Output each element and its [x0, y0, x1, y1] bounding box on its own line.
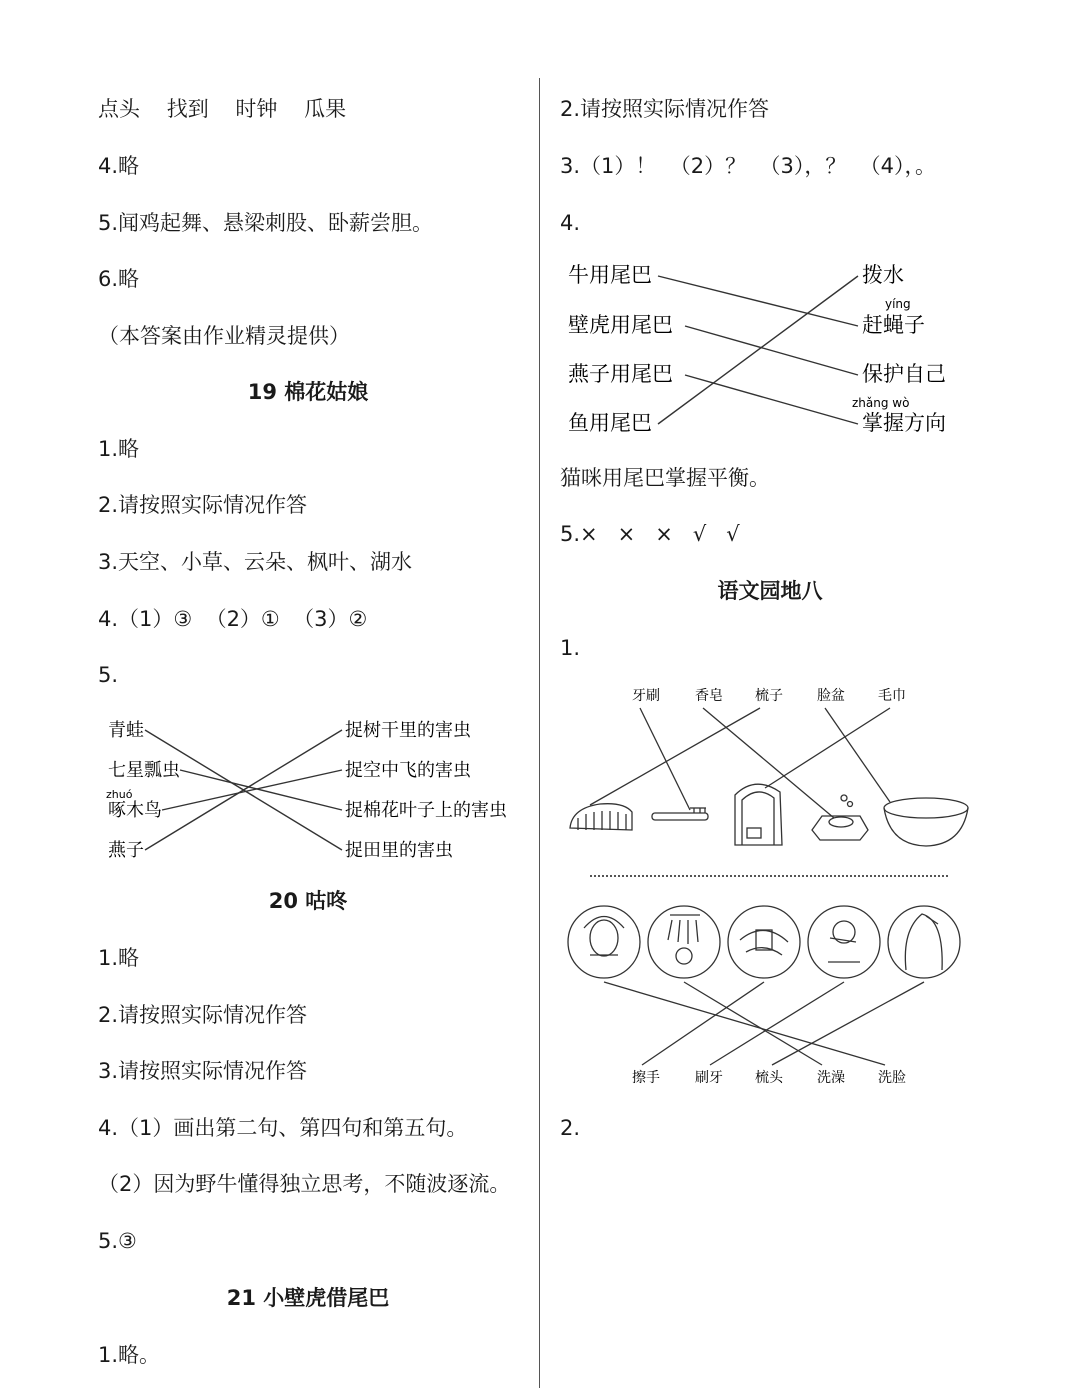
match-right-item: 赶蝇子 — [862, 313, 925, 337]
action-label: 洗澡 — [817, 1070, 845, 1086]
match-line — [825, 708, 890, 802]
answer-line: 4. — [560, 211, 581, 235]
brushing-teeth-picture-icon — [808, 906, 880, 978]
action-label: 梳头 — [755, 1070, 783, 1086]
matching-diagram-19 — [100, 710, 520, 870]
match-line — [684, 982, 822, 1065]
towel-icon — [735, 784, 782, 845]
answer-line: （2）因为野牛懂得独立思考，不随波逐流。 — [98, 1172, 511, 1196]
answer-line: 5.× × × √ √ — [560, 522, 740, 546]
match-line — [640, 708, 690, 810]
comb-icon — [570, 804, 632, 830]
match-right-item: 掌握方向 — [862, 411, 946, 435]
answer-line: 3.天空、小草、云朵、枫叶、湖水 — [98, 550, 413, 574]
match-left-item: 青蛙 — [108, 720, 144, 741]
match-left-item: 啄木鸟 — [108, 800, 162, 821]
answer-line: 2.请按照实际情况作答 — [98, 493, 308, 517]
match-right-item: 捉空中飞的害虫 — [345, 760, 471, 781]
match-line — [685, 375, 858, 424]
answer-line: 3.（1）！ （2）？ （3），？ （4），。 — [560, 154, 937, 178]
answer-line: 1.略。 — [98, 1343, 161, 1367]
section-title-yuwen-yuandi: 语文园地八 — [717, 579, 823, 603]
answer-line: 3.请按照实际情况作答 — [98, 1059, 308, 1083]
match-right-item: 捉棉花叶子上的害虫 — [345, 800, 507, 821]
lesson-title-19: 19 棉花姑娘 — [247, 380, 369, 404]
match-line — [710, 982, 844, 1065]
pinyin: zhuó — [106, 788, 133, 801]
item-label: 香皂 — [695, 688, 723, 704]
item-label: 牙刷 — [632, 688, 660, 704]
match-right-item: 捉树干里的害虫 — [345, 720, 471, 741]
match-left-item: 燕子用尾巴 — [568, 362, 673, 386]
answer-line: 2.请按照实际情况作答 — [560, 97, 770, 121]
match-left-item: 鱼用尾巴 — [568, 411, 652, 435]
match-left-item: 壁虎用尾巴 — [568, 313, 673, 337]
answer-line: 6.略 — [98, 267, 140, 291]
answer-line: 4.略 — [98, 154, 140, 178]
match-line — [658, 276, 858, 424]
answer-line: 2. — [560, 1116, 581, 1140]
match-left-item: 燕子 — [108, 840, 144, 861]
match-line — [590, 708, 760, 805]
match-line — [604, 982, 885, 1065]
answer-line: 猫咪用尾巴掌握平衡。 — [560, 466, 770, 490]
answer-line: 2.请按照实际情况作答 — [98, 1003, 308, 1027]
action-label: 擦手 — [632, 1070, 660, 1086]
answer-line: 5. — [98, 663, 119, 687]
credit-note: （本答案由作业精灵提供） — [98, 324, 350, 348]
answer-line: 4.（1）画出第二句、第四句和第五句。 — [98, 1116, 468, 1140]
item-label: 梳子 — [755, 688, 783, 704]
answer-line: 1.略 — [98, 437, 140, 461]
answer-line: 1. — [560, 636, 581, 660]
match-left-item: 七星瓢虫 — [108, 760, 180, 781]
match-line — [772, 982, 924, 1065]
bathing-picture-icon — [648, 906, 720, 978]
washing-face-picture-icon — [568, 906, 640, 978]
lesson-title-20: 20 咕咚 — [268, 889, 348, 913]
picture-matching-diagram — [560, 680, 980, 1090]
answer-line: 5.闻鸡起舞、悬梁刺股、卧薪尝胆。 — [98, 211, 434, 235]
match-right-item: 捉田里的害虫 — [345, 840, 453, 861]
pinyin: yíng — [885, 297, 911, 311]
wiping-hands-picture-icon — [728, 906, 800, 978]
lesson-title-21: 21 小壁虎借尾巴 — [226, 1286, 390, 1310]
match-right-item: 拨水 — [862, 263, 904, 287]
answer-line: 点头 找到 时钟 瓜果 — [98, 97, 347, 121]
matching-diagram-tails — [560, 250, 980, 445]
basin-icon — [884, 798, 968, 846]
action-label: 洗脸 — [878, 1070, 906, 1086]
item-label: 脸盆 — [817, 688, 845, 704]
match-line — [685, 326, 858, 375]
match-line — [703, 708, 834, 818]
action-label: 刷牙 — [695, 1070, 723, 1086]
answer-line: 5.③ — [98, 1229, 137, 1253]
pinyin: zhǎng wò — [852, 396, 910, 410]
answer-line: 1.略 — [98, 946, 140, 970]
combing-hair-picture-icon — [888, 906, 960, 978]
column-divider — [539, 78, 540, 1388]
match-line — [658, 276, 858, 326]
toothbrush-icon — [652, 808, 708, 820]
answer-line: 4.（1）③ （2）① （3）② — [98, 607, 368, 631]
soap-icon — [812, 795, 868, 840]
match-left-item: 牛用尾巴 — [568, 263, 652, 287]
item-label: 毛巾 — [878, 688, 906, 704]
match-right-item: 保护自己 — [862, 362, 946, 386]
